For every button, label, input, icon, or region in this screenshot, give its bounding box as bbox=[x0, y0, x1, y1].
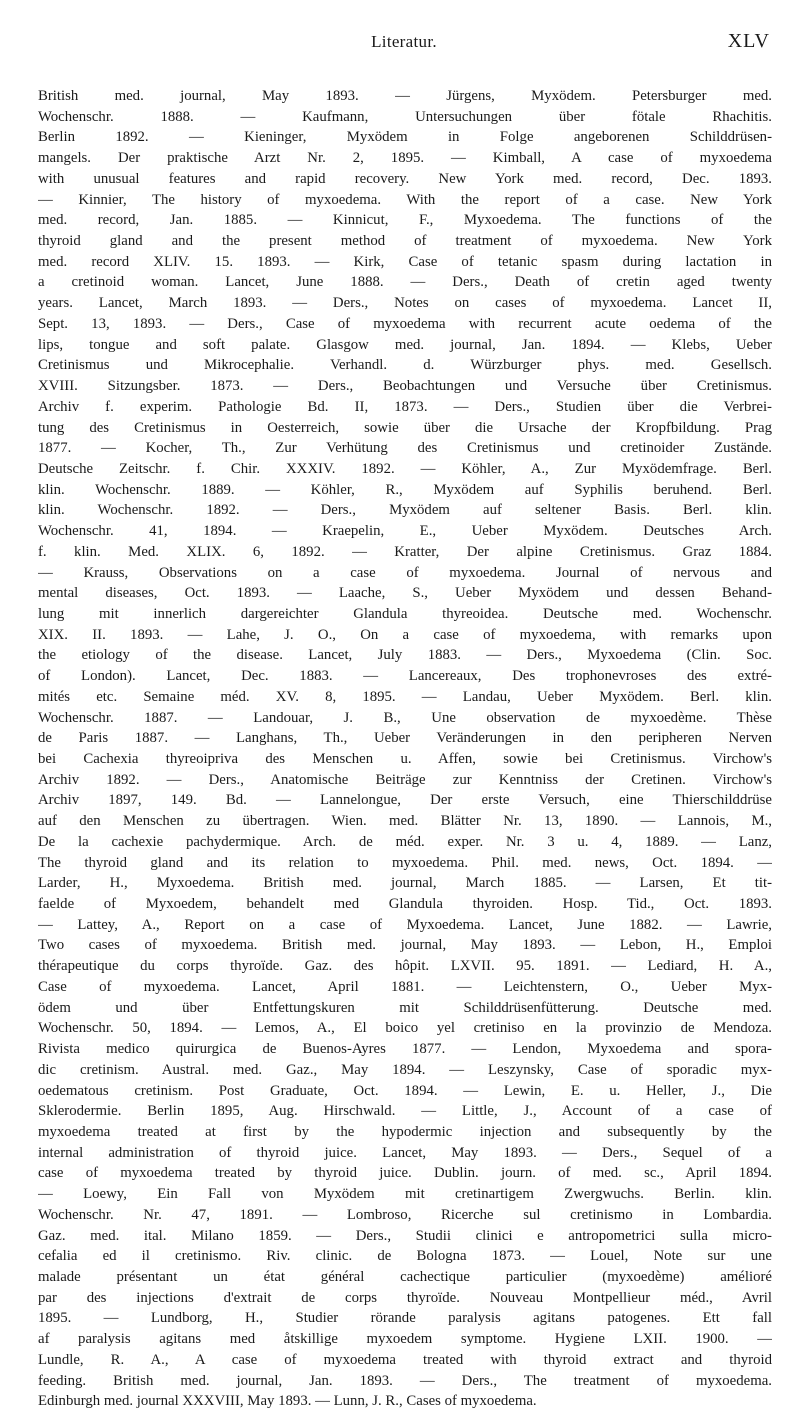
text-line: Wochenschr. Nr. 47, 1891. — Lombroso, Ricerche sul cretinismo in Lombardia. bbox=[38, 1206, 772, 1223]
text-line: the etiology of the disease. Lancet, July 1883. — Ders., Myxoedema (Clin. Soc. bbox=[38, 647, 772, 664]
text-line: Archiv f. experim. Pathologie Bd. II, 1873. — Ders., Studien über die Verbrei- bbox=[38, 398, 772, 415]
text-line: 1895. — Lundborg, H., Studier rörande paralysis agitans patogenes. Ett fall bbox=[38, 1310, 772, 1327]
text-line: klin. Wochenschr. 1892. — Ders., Myxödem auf seltener Basis. Berl. klin. bbox=[38, 502, 772, 519]
text-line: De la cachexie pachydermique. Arch. de méd. exper. Nr. 3 u. 4, 1889. — Lanz, bbox=[38, 833, 772, 850]
text-line: — Krauss, Observations on a case of myxoedema. Journal of nervous and bbox=[38, 564, 772, 581]
text-line: de Paris 1887. — Langhans, Th., Ueber Veränderungen in den peripheren Nerven bbox=[38, 730, 772, 747]
running-title: Literatur. bbox=[371, 32, 437, 51]
text-line: Wochenschr. 1888. — Kaufmann, Untersuchungen über fötale Rhachitis. bbox=[38, 108, 772, 125]
text-line: Edinburgh med. journal XXXVIII, May 1893. — Lunn, J. R., Cases of myxoedema. bbox=[38, 1393, 537, 1410]
text-line: lips, tongue and soft palate. Glasgow med. journal, Jan. 1894. — Klebs, Ueber bbox=[38, 336, 772, 353]
text-line: Deutsche Zeitschr. f. Chir. XXXIV. 1892. — Köhler, A., Zur Myxödemfrage. Berl. bbox=[38, 460, 772, 477]
text-line: bei Cachexia thyreoipriva des Menschen u. Affen, sowie bei Cretinismus. Virchow's bbox=[38, 751, 772, 767]
text-line: med. record XLIV. 15. 1893. — Kirk, Case of tetanic spasm during lactation in bbox=[38, 253, 772, 270]
text-line: years. Lancet, March 1893. — Ders., Notes on cases of myxoedema. Lancet II, bbox=[38, 295, 772, 312]
text-line: Sept. 13, 1893. — Ders., Case of myxoedema with recurrent acute oedema of the bbox=[38, 315, 772, 332]
text-line: Archiv 1892. — Ders., Anatomische Beiträge zur Kenntniss der Cretinen. Virchow's bbox=[38, 771, 772, 788]
text-line: dic cretinism. Austral. med. Gaz., May 1894. — Leszynsky, Case of sporadic myx- bbox=[38, 1061, 772, 1078]
text-line: mangels. Der praktische Arzt Nr. 2, 1895. — Kimball, A case of myxoedema bbox=[38, 150, 772, 167]
text-line: Case of myxoedema. Lancet, April 1881. — Leichtenstern, O., Ueber Myx- bbox=[38, 978, 772, 995]
text-line: 1877. — Kocher, Th., Zur Verhütung des Cretinismus und cretinoider Zustände. bbox=[38, 440, 772, 457]
bibliography-text bbox=[38, 86, 772, 1412]
text-line: Wochenschr. 1887. — Landouar, J. B., Une observation de myxoedème. Thèse bbox=[38, 709, 772, 726]
text-line: Rivista medico quirurgica de Buenos-Ayres 1877. — Lendon, Myxoedema and spora- bbox=[38, 1041, 772, 1058]
text-line: Wochenschr. 50, 1894. — Lemos, A., El boico yel cretiniso en la provinzio de Mendoza. bbox=[38, 1020, 772, 1037]
text-line: — Loewy, Ein Fall von Myxödem mit cretinartigem Zwergwuchs. Berlin. klin. bbox=[38, 1186, 772, 1203]
text-line: Two cases of myxoedema. British med. journal, May 1893. — Lebon, H., Emploi bbox=[38, 937, 772, 954]
text-line: cefalia ed il cretinismo. Riv. clinic. de Bologna 1873. — Louel, Note sur une bbox=[38, 1248, 772, 1265]
text-line: lung mit innerlich dargereichter Glandula thyreoidea. Deutsche med. Wochenschr. bbox=[38, 605, 772, 622]
text-line: Lundle, R. A., A case of myxoedema treated with thyroid extract and thyroid bbox=[38, 1351, 772, 1368]
running-head bbox=[38, 32, 770, 56]
text-line: thyroid gland and the present method of treatment of myxoedema. New York bbox=[38, 233, 772, 250]
text-line: malade présentant un état général cachectique particulier (myxoedème) amélioré bbox=[38, 1268, 772, 1285]
text-line: Cretinismus und Mikrocephalie. Verhandl. d. Würzburger phys. med. Gesellsch. bbox=[38, 357, 772, 374]
text-line: Gaz. med. ital. Milano 1859. — Ders., Studii clinici e antropometrici sulla micro- bbox=[38, 1227, 772, 1244]
text-line: mental diseases, Oct. 1893. — Laache, S., Ueber Myxödem und dessen Behand- bbox=[38, 585, 772, 602]
text-line: auf den Menschen zu übertragen. Wien. med. Blätter Nr. 13, 1890. — Lannois, M., bbox=[38, 813, 772, 830]
text-line: XVIII. Sitzungsber. 1873. — Ders., Beobachtungen und Versuche über Cretinismus. bbox=[38, 378, 772, 395]
text-line: internal administration of thyroid juice. Lancet, May 1893. — Ders., Sequel of a bbox=[38, 1144, 772, 1161]
text-line: tung des Cretinismus in Oesterreich, sowie über die Ursache der Kropfbildung. Prag bbox=[38, 419, 772, 436]
text-line: with unusual features and rapid recovery. New York med. record, Dec. 1893. bbox=[38, 170, 772, 187]
text-line: — Kinnier, The history of myxoedema. With the report of a case. New York bbox=[38, 191, 772, 208]
text-line: par des injections d'extrait de corps thyroïde. Nouveau Montpellieur méd., Avril bbox=[38, 1289, 772, 1306]
text-line: Wochenschr. 41, 1894. — Kraepelin, E., Ueber Myxödem. Deutsches Arch. bbox=[38, 523, 772, 540]
text-line: f. klin. Med. XLIX. 6, 1892. — Kratter, Der alpine Cretinismus. Graz 1884. bbox=[38, 543, 772, 560]
text-line: Berlin 1892. — Kieninger, Myxödem in Folge angeborenen Schilddrüsen- bbox=[38, 129, 772, 146]
text-line: — Lattey, A., Report on a case of Myxoedema. Lancet, June 1882. — Lawrie, bbox=[38, 916, 772, 933]
text-line: med. record, Jan. 1885. — Kinnicut, F., Myxoedema. The functions of the bbox=[38, 212, 772, 229]
text-line: British med. journal, May 1893. — Jürgens, Myxödem. Petersburger med. bbox=[38, 88, 772, 104]
text-line: thérapeutique du corps thyroïde. Gaz. des hôpit. LXVII. 95. 1891. — Lediard, H. A., bbox=[38, 958, 772, 975]
text-line: a cretinoid woman. Lancet, June 1888. — Ders., Death of cretin aged twenty bbox=[38, 274, 772, 291]
text-line: feeding. British med. journal, Jan. 1893. — Ders., The treatment of myxoedema. bbox=[38, 1372, 772, 1389]
text-line: Larder, H., Myxoedema. British med. journal, March 1885. — Larsen, Et tit- bbox=[38, 875, 772, 892]
text-line: of London). Lancet, Dec. 1883. — Lancereaux, Des trophonevroses des extré- bbox=[38, 668, 772, 685]
text-line: The thyroid gland and its relation to myxoedema. Phil. med. news, Oct. 1894. — bbox=[38, 854, 772, 871]
text-line: ödem und über Entfettungskuren mit Schilddrüsenfütterung. Deutsche med. bbox=[38, 999, 772, 1016]
text-line: XIX. II. 1893. — Lahe, J. O., On a case of myxoedema, with remarks upon bbox=[38, 626, 772, 643]
text-line: af paralysis agitans med åtskillige myxoedem symptome. Hygiene LXII. 1900. — bbox=[38, 1331, 772, 1348]
text-line: oedematous cretinism. Post Graduate, Oct. 1894. — Lewin, E. u. Heller, J., Die bbox=[38, 1082, 772, 1099]
page-number: XLV bbox=[727, 30, 770, 52]
text-line: klin. Wochenschr. 1889. — Köhler, R., Myxödem auf Syphilis beruhend. Berl. bbox=[38, 481, 772, 498]
text-line: mités etc. Semaine méd. XV. 8, 1895. — Landau, Ueber Myxödem. Berl. klin. bbox=[38, 688, 772, 705]
text-line: myxoedema treated at first by the hypodermic injection and subsequently by the bbox=[38, 1123, 772, 1140]
text-line: faelde of Myxoedem, behandelt med Glandula thyroiden. Hosp. Tid., Oct. 1893. bbox=[38, 896, 772, 913]
text-line: Archiv 1897, 149. Bd. — Lannelongue, Der erste Versuch, eine Thierschilddrüse bbox=[38, 792, 772, 809]
text-line: case of myxoedema treated by thyroid juice. Dublin. journ. of med. sc., April 1894. bbox=[38, 1165, 772, 1182]
text-line: Sklerodermie. Berlin 1895, Aug. Hirschwald. — Little, J., Account of a case of bbox=[38, 1103, 772, 1120]
